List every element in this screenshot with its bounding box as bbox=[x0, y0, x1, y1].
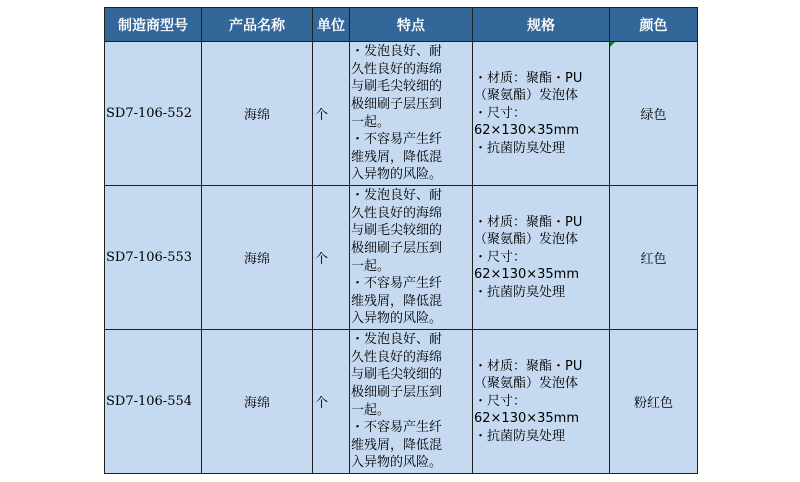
features-cell bbox=[350, 42, 473, 186]
table-row bbox=[105, 42, 698, 186]
spec-line: （聚氨酯）发泡体 bbox=[474, 376, 579, 392]
feature-line: ・发泡良好、耐 bbox=[351, 332, 443, 348]
unit-cell: 个 bbox=[313, 42, 350, 186]
model-number-cell: SD7-106-554 bbox=[105, 330, 202, 474]
feature-line: 入异物的风险。 bbox=[351, 167, 443, 183]
spec-line: ・材质：聚酯・PU bbox=[474, 214, 583, 230]
feature-line: 与刷毛尖较细的 bbox=[351, 367, 443, 383]
spec-line: 62×130×35mm bbox=[474, 267, 580, 283]
feature-line: ・不容易产生纤 bbox=[351, 132, 443, 148]
feature-line: 维残屑，降低混 bbox=[351, 149, 443, 165]
feature-line: 久性良好的海绵 bbox=[351, 205, 443, 221]
spec-line: ・材质：聚酯・PU bbox=[474, 70, 583, 86]
specs-cell bbox=[473, 330, 610, 474]
spec-line: ・尺寸： bbox=[474, 393, 527, 409]
feature-line: 维残屑，降低混 bbox=[351, 437, 443, 453]
spec-line: ・抗菌防臭处理 bbox=[474, 428, 566, 444]
spec-line: ・材质：聚酯・PU bbox=[474, 358, 583, 374]
feature-line: 入异物的风险。 bbox=[351, 455, 443, 471]
feature-line: 入异物的风险。 bbox=[351, 311, 443, 327]
feature-line: ・不容易产生纤 bbox=[351, 420, 443, 436]
feature-line: ・发泡良好、耐 bbox=[351, 188, 443, 204]
color-value: 绿色 bbox=[640, 108, 667, 123]
feature-line: 一起。 bbox=[351, 402, 391, 418]
color-value: 红色 bbox=[640, 252, 667, 267]
feature-line: 极细刷子层压到 bbox=[351, 240, 443, 256]
header-specs: 规格 bbox=[473, 8, 610, 42]
feature-line: 一起。 bbox=[351, 114, 391, 130]
feature-line: ・不容易产生纤 bbox=[351, 276, 443, 292]
model-number-cell: SD7-106-553 bbox=[105, 186, 202, 330]
spec-line: ・抗菌防臭处理 bbox=[474, 140, 566, 156]
feature-line: 一起。 bbox=[351, 258, 391, 274]
feature-line: 极细刷子层压到 bbox=[351, 96, 443, 112]
unit-cell: 个 bbox=[313, 186, 350, 330]
spec-line: ・抗菌防臭处理 bbox=[474, 284, 566, 300]
spec-line: ・尺寸： bbox=[474, 105, 527, 121]
model-number-cell: SD7-106-552 bbox=[105, 42, 202, 186]
table-row bbox=[105, 186, 698, 330]
feature-line: 与刷毛尖较细的 bbox=[351, 79, 443, 95]
header-color: 颜色 bbox=[610, 8, 698, 42]
spec-line: （聚氨酯）发泡体 bbox=[474, 88, 579, 104]
spec-line: 62×130×35mm bbox=[474, 411, 580, 427]
table-row bbox=[105, 330, 698, 474]
features-cell bbox=[350, 186, 473, 330]
product-name-cell: 海绵 bbox=[202, 186, 313, 330]
header-unit: 单位 bbox=[313, 8, 350, 42]
header-row bbox=[105, 8, 698, 42]
features-cell bbox=[350, 330, 473, 474]
color-cell bbox=[610, 186, 698, 330]
color-value: 粉红色 bbox=[633, 396, 673, 411]
spec-line: 62×130×35mm bbox=[474, 123, 580, 139]
feature-line: 维残屑，降低混 bbox=[351, 293, 443, 309]
feature-line: ・发泡良好、耐 bbox=[351, 44, 443, 60]
feature-line: 久性良好的海绵 bbox=[351, 61, 443, 77]
header-features: 特点 bbox=[350, 8, 473, 42]
spec-line: （聚氨酯）发泡体 bbox=[474, 232, 579, 248]
product-name-cell: 海绵 bbox=[202, 42, 313, 186]
feature-line: 与刷毛尖较细的 bbox=[351, 223, 443, 239]
color-cell bbox=[610, 42, 698, 186]
specs-cell bbox=[473, 42, 610, 186]
spec-line: ・尺寸： bbox=[474, 249, 527, 265]
header-model-number: 制造商型号 bbox=[105, 8, 202, 42]
product-name-cell: 海绵 bbox=[202, 330, 313, 474]
comment-marker-icon bbox=[610, 42, 615, 47]
product-table bbox=[104, 7, 698, 474]
header-product-name: 产品名称 bbox=[202, 8, 313, 42]
unit-cell: 个 bbox=[313, 330, 350, 474]
specs-cell bbox=[473, 186, 610, 330]
color-cell bbox=[610, 330, 698, 474]
feature-line: 久性良好的海绵 bbox=[351, 349, 443, 365]
feature-line: 极细刷子层压到 bbox=[351, 384, 443, 400]
